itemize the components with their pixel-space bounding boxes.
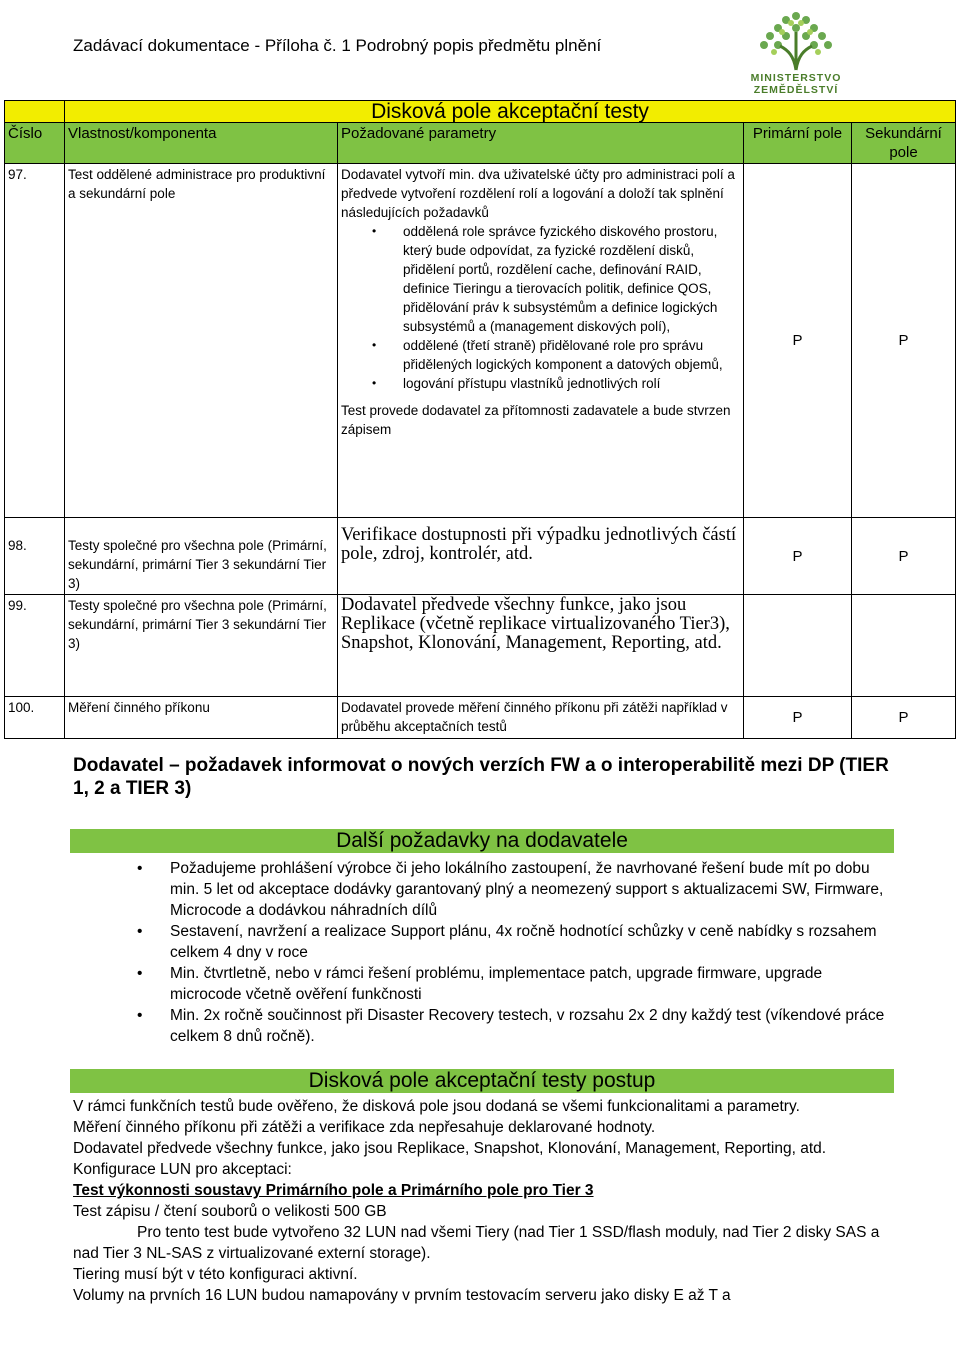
row-component: Měření činného příkonu: [65, 697, 338, 739]
document-header-title: Zadávací dokumentace - Příloha č. 1 Podrobný popis předmětu plnění: [73, 36, 602, 55]
secondary-value: [852, 595, 956, 697]
secondary-value: P: [852, 697, 956, 739]
row-number: 97.: [5, 164, 65, 518]
col-header-params: Požadované parametry: [338, 123, 744, 164]
row-component: Testy společné pro všechna pole (Primární, sekundární, primární Tier 3 sekundární Tier 3): [65, 518, 338, 595]
list-item: • Sestavení, navržení a realizace Support plánu, 4x ročně hodnotící schůzky v ceně nabídky s rozsahem celkem 4 dny v roce: [170, 921, 890, 963]
procedure-text: [73, 1096, 903, 1306]
table-row: [5, 518, 956, 595]
row-number: 100.: [5, 697, 65, 739]
col-header-number: Číslo: [5, 123, 65, 164]
row-component: Test oddělené administrace pro produktivní a sekundární pole: [65, 164, 338, 518]
secondary-value: P: [852, 164, 956, 518]
params-bullet-list: [341, 222, 740, 393]
primary-value: P: [744, 697, 852, 739]
procedure-paragraph: Volumy na prvních 16 LUN budou namapovány v prvním testovacím serveru jako disky E až T a: [73, 1287, 731, 1304]
table-row: [5, 595, 956, 697]
procedure-paragraph: Měření činného příkonu při zátěži a verifikace zda nepřesahuje deklarované hodnoty.: [73, 1119, 656, 1136]
procedure-paragraph: V rámci funkčních testů bude ověřeno, že disková pole jsou dodaná se všemi funkcionalitami a parametry.: [73, 1098, 800, 1115]
list-item: • Min. 2x ročně součinnost při Disaster Recovery testech, v rozsahu 2x 2 dny každý test (víkendové práce celkem 8 dnů ročně).: [170, 1005, 890, 1047]
row-params: Dodavatel provede měření činného příkonu při zátěži například v průběhu akceptačních testů: [338, 697, 744, 739]
procedure-paragraph: Dodavatel předvede všechny funkce, jako jsou Replikace, Snapshot, Klonování, Management, Reporting, atd.: [73, 1140, 827, 1157]
row-params: Verifikace dostupnosti při výpadku jednotlivých částí pole, zdroj, kontrolér, atd.: [338, 518, 744, 595]
primary-value: [744, 595, 852, 697]
row-params: Dodavatel předvede všechny funkce, jako jsou Replikace (včetně replikace virtualizovaného Tier3), Snapshot, Klonování, Management, Reporting, atd.: [338, 595, 744, 697]
params-intro: Dodavatel vytvoří min. dva uživatelské účty pro administraci polí a předvede vytvoření rozdělení rolí a logování a doloží tak splnění následujících požadavků: [341, 167, 735, 220]
logo-text: MINISTERSTVO ZEMĚDĚLSTVÍ: [750, 72, 842, 96]
col-header-primary: Primární pole: [744, 123, 852, 164]
table-row: [5, 697, 956, 739]
requirements-list: [170, 858, 890, 1047]
secondary-value: P: [852, 518, 956, 595]
table-title: Disková pole akceptační testy: [65, 101, 956, 123]
requirements-section-title: Další požadavky na dodavatele: [70, 829, 894, 853]
procedure-paragraph: Test zápisu / čtení souborů o velikosti 500 GB: [73, 1203, 387, 1220]
procedure-subheading: Test výkonnosti soustavy Primárního pole a Primárního pole pro Tier 3: [73, 1182, 594, 1199]
primary-value: P: [744, 164, 852, 518]
list-item: • oddělená role správce fyzického diskového prostoru, který bude odpovídat, za fyzické rozdělení disků, přidělení portů, rozdělení cache, definování RAID, definice Tieringu a tierovacích politik, definice QOS, přidělování práv k subsystémům a definice logických subsystémů a (management diskových polí),: [403, 222, 740, 336]
row-params: [338, 164, 744, 518]
procedure-paragraph: Konfigurace LUN pro akceptaci:: [73, 1161, 292, 1178]
list-item: • oddělené (třetí straně) přidělované role pro správu přidělených logických komponent a datových objemů,: [403, 336, 740, 374]
row-number: 99.: [5, 595, 65, 697]
acceptance-tests-table: [4, 100, 956, 739]
table-row: [5, 164, 956, 518]
procedure-paragraph: Tiering musí být v této konfiguraci aktivní.: [73, 1266, 358, 1283]
list-item: • logování přístupu vlastníků jednotlivých rolí: [403, 374, 740, 393]
procedure-section-title: Disková pole akceptační testy postup: [70, 1069, 894, 1093]
col-header-component: Vlastnost/komponenta: [65, 123, 338, 164]
fw-requirement-heading: Dodavatel – požadavek informovat o nových verzích FW a o interoperabilitě mezi DP (TIER 1, 2 a TIER 3): [73, 755, 889, 799]
params-outro: Test provede dodavatel za přítomnosti zadavatele a bude stvrzen zápisem: [341, 403, 731, 437]
row-component: Testy společné pro všechna pole (Primární, sekundární, primární Tier 3 sekundární Tier 3): [65, 595, 338, 697]
list-item: • Požadujeme prohlášení výrobce či jeho lokálního zastoupení, že navrhované řešení bude mít po dobu min. 5 let od akceptace dodávky garantovaný plný a neomezený support s aktualizacemi SW, Firmware, Microcode a dodávkou náhradních dílů: [170, 858, 890, 921]
ministry-logo: [708, 8, 884, 96]
list-item: • Min. čtvrtletně, nebo v rámci řešení problému, implementace patch, upgrade firmware, upgrade microcode včetně ověření funkčnosti: [170, 963, 890, 1005]
tree-logo-icon: [708, 8, 884, 72]
procedure-paragraph: Pro tento test bude vytvořeno 32 LUN nad všemi Tiery (nad Tier 1 SSD/flash moduly, nad Tier 2 disky SAS a nad Tier 3 NL-SAS z virtualizované externí storage).: [73, 1224, 880, 1262]
row-number: 98.: [5, 518, 65, 595]
primary-value: P: [744, 518, 852, 595]
col-header-secondary: Sekundární pole: [852, 123, 956, 164]
